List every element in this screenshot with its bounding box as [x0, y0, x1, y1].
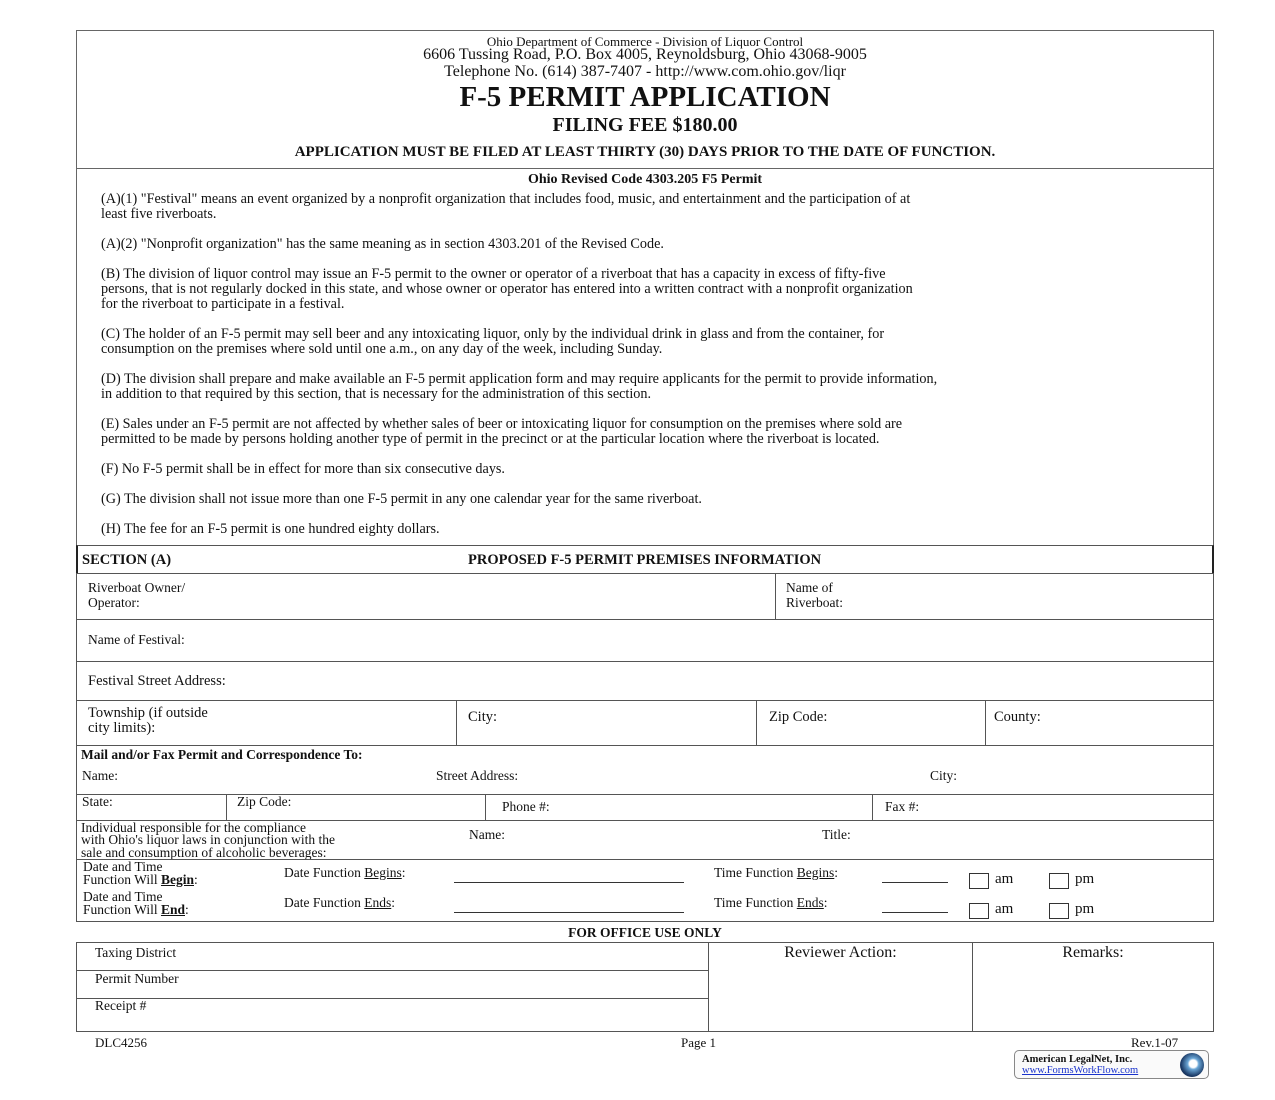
section-label: SECTION (A)	[82, 552, 172, 568]
date-begins-label: Date Function Begins:	[284, 865, 406, 880]
form-id: DLC4256	[95, 1035, 147, 1050]
mail-phone-field[interactable]	[485, 794, 873, 821]
field-label: Zip Code:	[237, 794, 292, 809]
field-label: City:	[468, 709, 498, 725]
responsible-desc: Individual responsible for the compliance	[81, 820, 306, 835]
statute-paragraph-h	[101, 522, 1211, 537]
para-line: (D) The division shall prepare and make available an F-5 permit application form and may require applicants for the permit to provide information,	[101, 371, 938, 387]
riverboat-owner-field[interactable]	[76, 573, 776, 620]
pm-label: pm	[1075, 871, 1095, 887]
remarks-box	[972, 942, 1214, 1032]
zip-code-field[interactable]	[756, 700, 986, 746]
statute-paragraph-a1	[101, 192, 1211, 222]
field-label: Receipt #	[95, 998, 147, 1013]
para-line: in addition to that required by this section, that is necessary for the administration of this section.	[101, 386, 652, 402]
field-label: Reviewer Action:	[784, 944, 897, 961]
filing-deadline-notice: APPLICATION MUST BE FILED AT LEAST THIRTY (30) DAYS PRIOR TO THE DATE OF FUNCTION.	[294, 144, 996, 160]
date-ends-input[interactable]	[454, 912, 684, 913]
agency-name: Ohio Department of Commerce - Division of Liquor Control	[486, 34, 804, 49]
field-label: Operator:	[88, 595, 140, 610]
time-begins-label: Time Function Begins:	[714, 865, 839, 880]
field-label: Township (if outside	[88, 705, 208, 721]
field-label: Name of Festival:	[88, 632, 185, 647]
field-label: Zip Code:	[769, 709, 828, 725]
para-line: (E) Sales under an F-5 permit are not affected by whether sales of beer or intoxicating liquor for consumption on the premises where sold are	[101, 416, 903, 432]
time-begins-input[interactable]	[882, 882, 948, 883]
responsible-name-field[interactable]: Name:	[469, 827, 505, 842]
responsible-desc: with Ohio's liquor laws in conjunction with the	[81, 832, 336, 847]
pm-label: pm	[1075, 901, 1095, 917]
mail-heading: Mail and/or Fax Permit and Correspondence To:	[81, 747, 363, 762]
reviewer-action-box	[708, 942, 973, 1032]
permit-number-field	[76, 970, 709, 999]
statute-paragraph-b	[101, 267, 1211, 312]
field-label: Phone #:	[502, 799, 550, 814]
taxing-district-field	[76, 942, 709, 971]
receipt-field	[76, 998, 709, 1032]
para-line: (C) The holder of an F-5 permit may sell beer and any intoxicating liquor, only by the individual drink in glass and from the container, for	[101, 326, 885, 342]
end-label: Date and Time	[83, 889, 163, 904]
riverboat-name-field[interactable]	[775, 573, 1214, 620]
field-label: Festival Street Address:	[88, 673, 226, 689]
responsible-desc: sale and consumption of alcoholic beverages:	[81, 845, 327, 860]
logo-company: American LegalNet, Inc.	[1022, 1054, 1133, 1065]
field-label: Name of	[786, 580, 833, 595]
logo-url-link[interactable]: www.FormsWorkFlow.com	[1022, 1065, 1139, 1076]
statute-paragraph-f	[101, 462, 1211, 477]
revision: Rev.1-07	[1131, 1035, 1179, 1050]
para-line: least five riverboats.	[101, 206, 217, 222]
statute-paragraph-e	[101, 417, 1211, 447]
statute-paragraph-a2	[101, 237, 1211, 252]
page-number: Page 1	[681, 1035, 717, 1050]
filing-fee: FILING FEE $180.00	[552, 114, 738, 136]
para-line: (F) No F-5 permit shall be in effect for more than six consecutive days.	[101, 461, 505, 477]
para-line: permitted to be made by persons holding another type of permit in the precinct or at the particular location where the riverboat is located.	[101, 431, 880, 447]
para-line: (G) The division shall not issue more than one F-5 permit in any one calendar year for the same riverboat.	[101, 491, 702, 507]
statute-title: Ohio Revised Code 4303.205 F5 Permit	[527, 172, 763, 187]
statute-paragraph-c	[101, 327, 1211, 357]
field-label: State:	[82, 794, 113, 809]
begin-label: Date and Time	[83, 859, 163, 874]
time-ends-input[interactable]	[882, 912, 948, 913]
mail-zip-field[interactable]	[226, 794, 486, 821]
responsible-title-field[interactable]: Title:	[822, 827, 851, 842]
form-title: F-5 PERMIT APPLICATION	[459, 81, 831, 113]
mail-name-field[interactable]: Name:	[82, 768, 118, 783]
field-label: Riverboat:	[786, 595, 843, 610]
time-ends-label: Time Function Ends:	[714, 895, 828, 910]
agency-address: 6606 Tussing Road, P.O. Box 4005, Reynoldsburg, Ohio 43068-9005	[423, 46, 867, 63]
begin-label: Function Will Begin:	[83, 872, 198, 887]
end-am-checkbox[interactable]	[969, 903, 989, 919]
american-legalnet-logo[interactable]	[1014, 1050, 1209, 1079]
festival-name-field[interactable]	[76, 619, 1214, 662]
field-label: Riverboat Owner/	[88, 580, 186, 595]
para-line: (H) The fee for an F-5 permit is one hundred eighty dollars.	[101, 521, 440, 537]
begin-pm-checkbox[interactable]	[1049, 873, 1069, 889]
para-line: (B) The division of liquor control may issue an F-5 permit to the owner or operator of a riverboat that has a capacity in excess of fifty-five	[101, 266, 886, 282]
section-title: PROPOSED F-5 PERMIT PREMISES INFORMATION	[468, 552, 822, 568]
city-field[interactable]	[456, 700, 757, 746]
field-label: County:	[994, 709, 1041, 725]
globe-icon	[1180, 1053, 1204, 1077]
responsible-individual-block	[76, 820, 1214, 860]
festival-address-field[interactable]	[76, 661, 1214, 701]
statute-paragraph-g	[101, 492, 1211, 507]
am-label: am	[995, 871, 1014, 887]
agency-contact: Telephone No. (614) 387-7407 - http://www.com.ohio.gov/liqr	[444, 63, 846, 80]
function-schedule-block	[76, 859, 1214, 922]
date-ends-label: Date Function Ends:	[284, 895, 396, 910]
para-line: (A)(1) "Festival" means an event organized by a nonprofit organization that includes food, music, and entertainment and the participation of at	[101, 191, 911, 207]
mail-street-field[interactable]: Street Address:	[436, 768, 519, 783]
field-label: Taxing District	[95, 945, 177, 960]
section-a-header	[76, 545, 1214, 574]
county-field[interactable]	[985, 700, 1214, 746]
statute-section	[76, 168, 1214, 546]
mail-city-field[interactable]: City:	[930, 768, 958, 783]
para-line: persons, that is not regularly docked in this state, and whose owner or operator has entered into a written contract with a nonprofit organization	[101, 281, 913, 297]
para-line: for the riverboat to participate in a festival.	[101, 296, 345, 312]
date-begins-input[interactable]	[454, 882, 684, 883]
mail-correspondence-block	[76, 745, 1214, 795]
field-label: Fax #:	[885, 799, 920, 814]
mail-fax-field[interactable]	[872, 794, 1214, 821]
township-field[interactable]	[76, 700, 457, 746]
form-header	[76, 30, 1214, 169]
am-label: am	[995, 901, 1014, 917]
statute-paragraph-d	[101, 372, 1211, 402]
para-line: (A)(2) "Nonprofit organization" has the same meaning as in section 4303.201 of the Revised Code.	[101, 236, 664, 252]
end-pm-checkbox[interactable]	[1049, 903, 1069, 919]
office-use-heading: FOR OFFICE USE ONLY	[568, 925, 722, 940]
field-label: Remarks:	[1062, 944, 1124, 961]
mail-state-field[interactable]	[76, 794, 227, 821]
para-line: consumption on the premises where sold until one a.m., on any day of the week, including Sunday.	[101, 341, 663, 357]
begin-am-checkbox[interactable]	[969, 873, 989, 889]
end-label: Function Will End:	[83, 902, 189, 917]
field-label: Permit Number	[95, 971, 179, 986]
field-label: city limits):	[88, 720, 156, 736]
